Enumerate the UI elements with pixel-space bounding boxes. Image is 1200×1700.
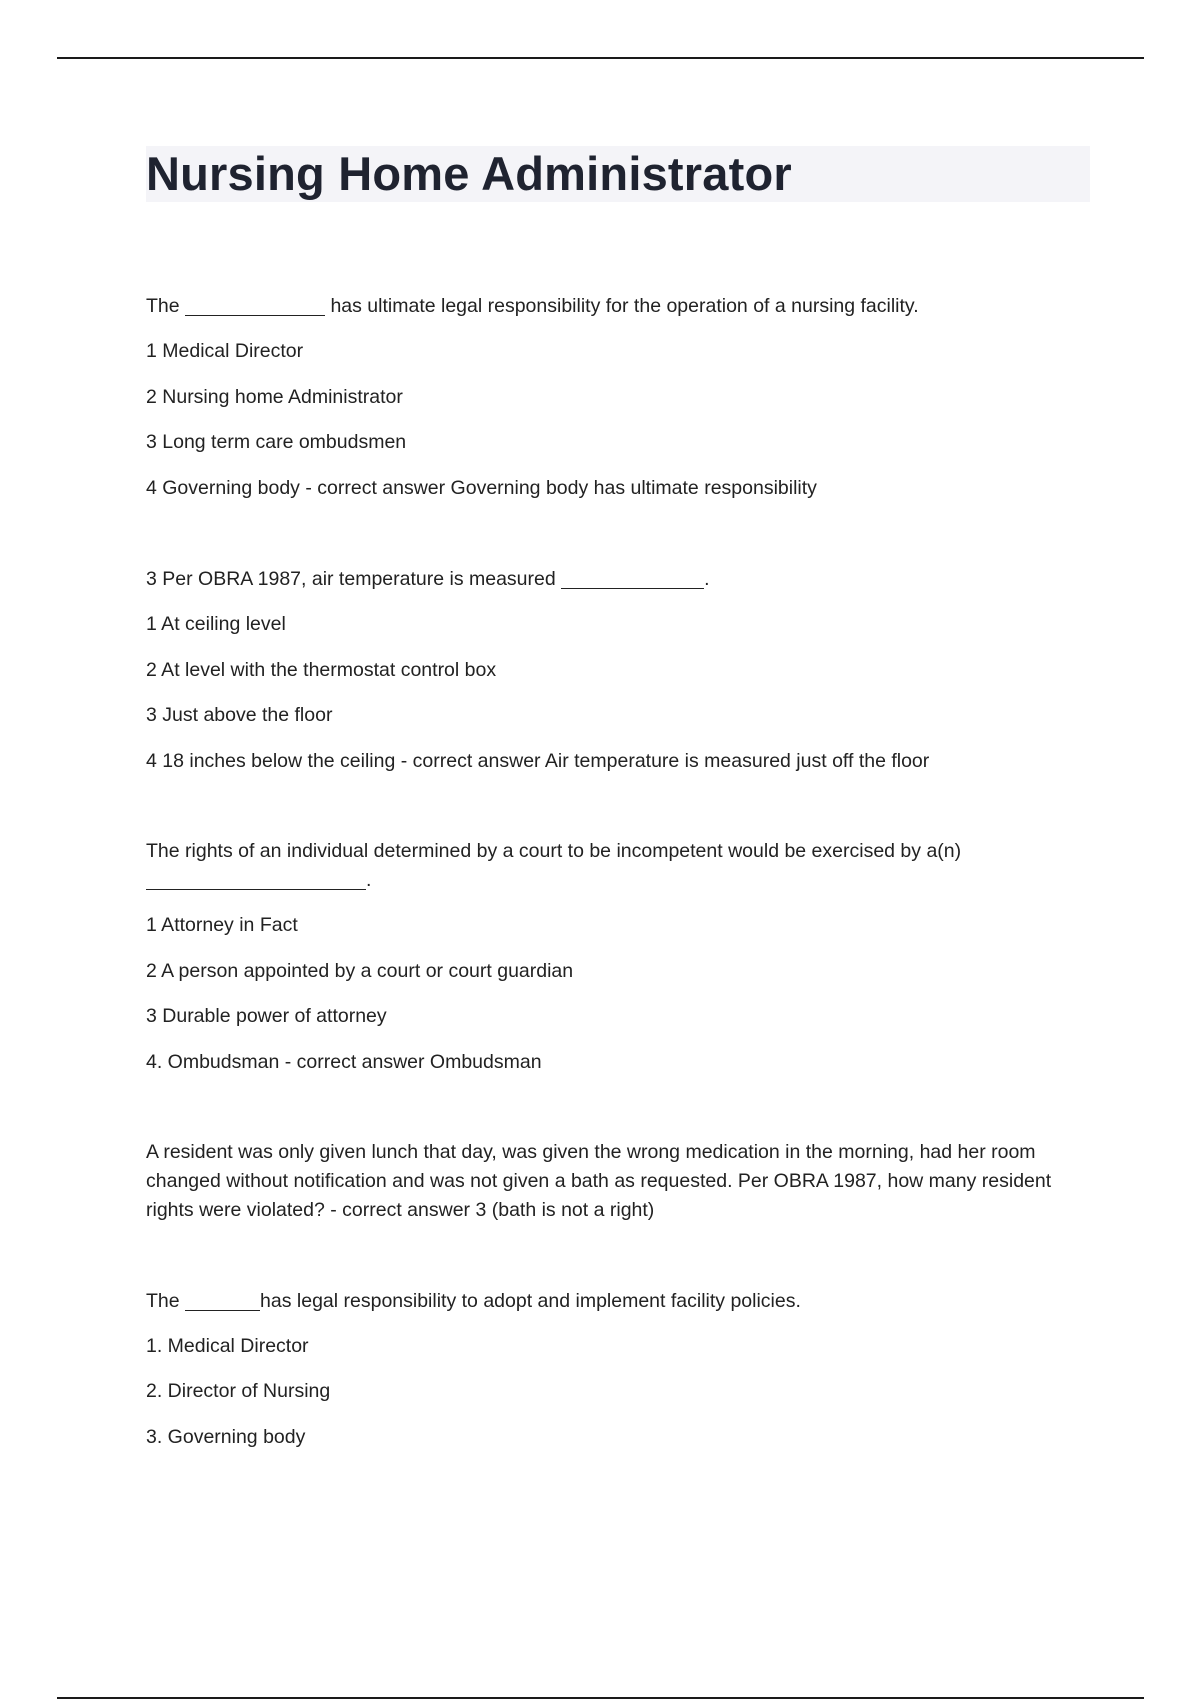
question-3-stem-line-2 [146,866,371,895]
question-3-option-3: 3 Durable power of attorney [146,1005,387,1027]
question-3-option-4: 4. Ombudsman - correct answer Ombudsman [146,1051,542,1073]
question-5-stem [146,1287,801,1316]
question-2-option-4: 4 18 inches below the ceiling - correct answer Air temperature is measured just off the floor [146,750,930,772]
question-2-option-3: 3 Just above the floor [146,704,333,726]
question-4-line-2: changed without notification and was not given a bath as requested. Per OBRA 1987, how many resident [146,1170,1052,1192]
bottom-rule [57,1697,1144,1699]
question-3-stem: The rights of an individual determined by a court to be incompetent would be exercised by a(n) [146,840,962,862]
answer-blank [561,569,704,590]
answer-blank [146,870,366,891]
question-2-stem [146,565,710,594]
question-2-stem-after: . [704,568,710,590]
question-5-option-1: 1. Medical Director [146,1335,309,1357]
page-title: Nursing Home Administrator [146,147,792,200]
question-2-option-2: 2 At level with the thermostat control box [146,659,497,681]
question-5-stem-after: has legal responsibility to adopt and implement facility policies. [260,1290,801,1312]
question-5-option-2: 2. Director of Nursing [146,1380,331,1402]
question-1-option-3: 3 Long term care ombudsmen [146,431,407,453]
question-4-line-1: A resident was only given lunch that day, was given the wrong medication in the morning, had her room [146,1141,1036,1163]
question-5-option-3: 3. Governing body [146,1426,306,1448]
question-4-line-3: rights were violated? - correct answer 3 (bath is not a right) [146,1199,655,1221]
answer-blank [185,296,325,317]
question-3-stem-after: . [366,869,372,891]
question-1-option-4: 4 Governing body - correct answer Governing body has ultimate responsibility [146,477,817,499]
top-rule [57,57,1144,59]
answer-blank [185,1291,260,1312]
question-1-option-2: 2 Nursing home Administrator [146,386,403,408]
question-2-option-1: 1 At ceiling level [146,613,286,635]
question-1-stem-before: The [146,295,180,317]
question-5-stem-before: The [146,1290,180,1312]
question-2-stem-before: 3 Per OBRA 1987, air temperature is measured [146,568,556,590]
question-1-option-1: 1 Medical Director [146,340,304,362]
question-3-option-1: 1 Attorney in Fact [146,914,298,936]
question-3-option-2: 2 A person appointed by a court or court guardian [146,960,574,982]
question-1-stem-after: has ultimate legal responsibility for the operation of a nursing facility. [330,295,919,317]
question-1-stem [146,292,919,321]
